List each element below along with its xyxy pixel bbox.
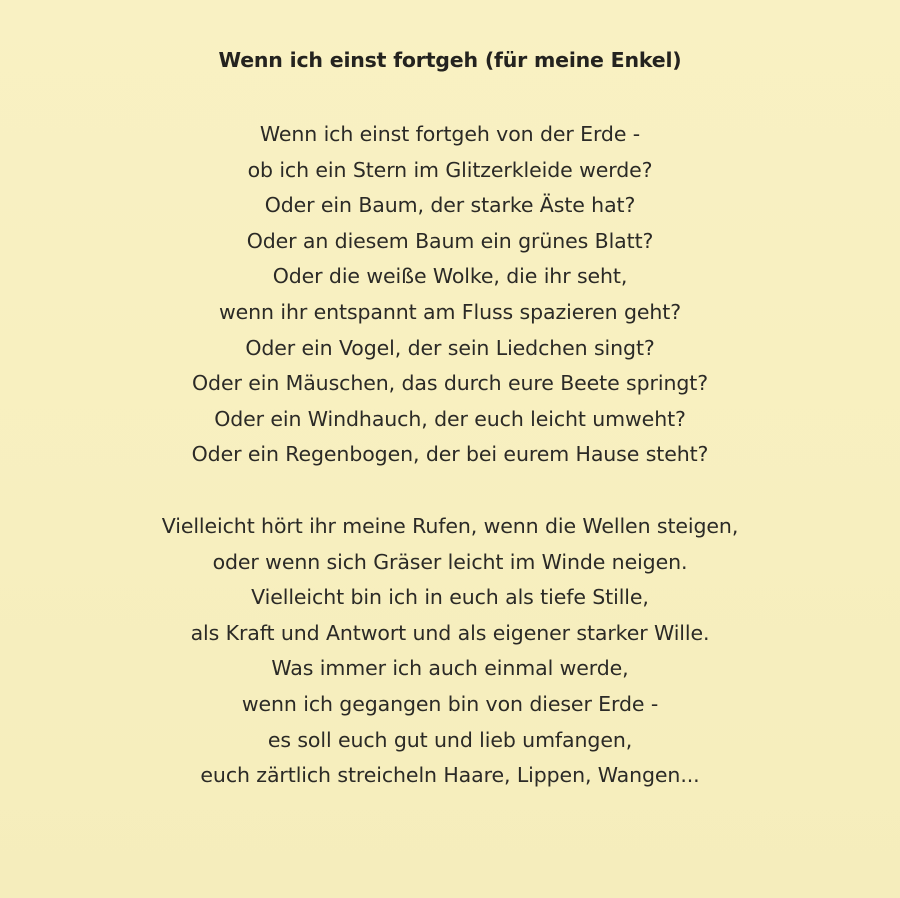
poem-line: es soll euch gut und lieb umfangen, <box>267 727 633 752</box>
poem-line: euch zärtlich streicheln Haare, Lippen, Wangen... <box>200 763 700 788</box>
poem-line: Oder die weiße Wolke, die ihr seht, <box>272 264 628 289</box>
poem-line: Vielleicht hört ihr meine Rufen, wenn die Wellen steigen, <box>161 514 739 538</box>
poem-line: wenn ihr entspannt am Fluss spazieren geht? <box>218 299 681 324</box>
poem-line: als Kraft und Antwort und als eigener starker Wille. <box>190 620 710 645</box>
poem-line: Was immer ich auch einmal werde, <box>271 656 629 681</box>
poem-line: Oder an diesem Baum ein grünes Blatt? <box>246 228 654 253</box>
poem-title: Wenn ich einst fortgeh (für meine Enkel) <box>218 48 682 72</box>
poem-line: Oder ein Baum, der starke Äste hat? <box>264 193 636 218</box>
poem-line: Vielleicht bin ich in euch als tiefe Stille, <box>251 585 649 610</box>
poem-line: Oder ein Mäuschen, das durch eure Beete springt? <box>192 371 708 396</box>
poem-line: Oder ein Windhauch, der euch leicht umweht? <box>214 406 686 431</box>
poem-line: Oder ein Vogel, der sein Liedchen singt? <box>245 335 655 360</box>
poem-line: Wenn ich einst fortgeh von der Erde - <box>259 122 641 146</box>
poem-line: oder wenn sich Gräser leicht im Winde neigen. <box>212 549 688 574</box>
poem-line: Oder ein Regenbogen, der bei eurem Hause steht? <box>191 442 709 467</box>
poem-line: ob ich ein Stern im Glitzerkleide werde? <box>247 157 653 182</box>
stanza-2 <box>0 509 900 794</box>
stanza-1 <box>0 117 900 473</box>
poem-line: wenn ich gegangen bin von dieser Erde - <box>241 691 659 716</box>
